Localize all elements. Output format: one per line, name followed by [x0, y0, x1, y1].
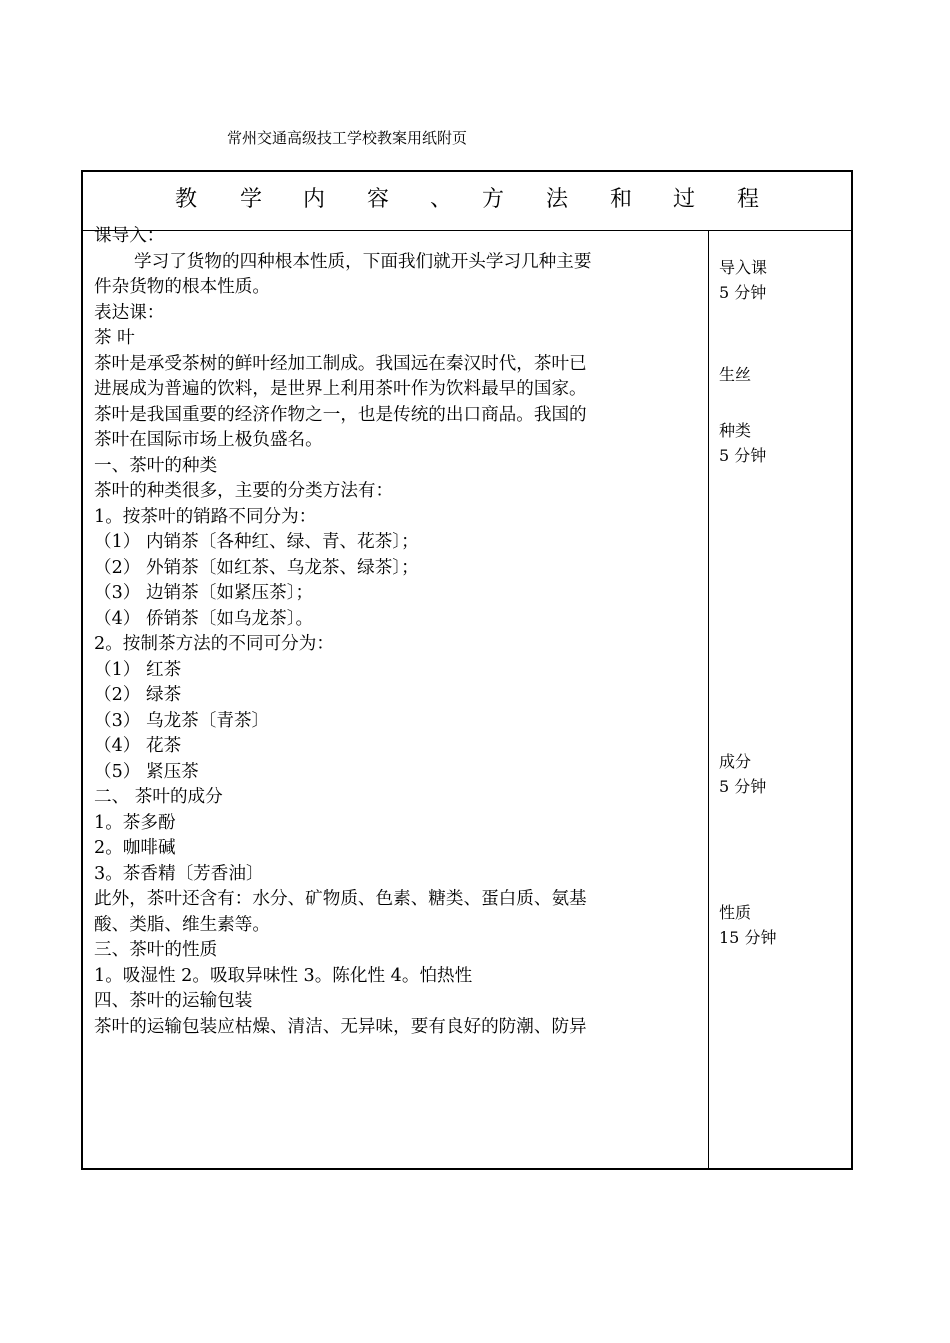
title-char: 程: [737, 187, 760, 212]
content-line: （1） 内销茶〔各种红、绿、青、花茶〕；: [94, 532, 419, 552]
title-char: 内: [303, 187, 326, 212]
content-line: 1。吸湿性 2。吸取异味性 3。陈化性 4。怕热性: [94, 965, 473, 986]
content-line: 茶叶的种类很多，主要的分类方法有：: [94, 481, 394, 501]
content-line: 件杂货物的根本性质。: [94, 277, 270, 297]
side-note-label: 导入课: [719, 258, 768, 277]
page-header-title: 常州交通高级技工学校教案用纸附页: [227, 129, 468, 147]
side-note-label: 性质: [719, 903, 752, 922]
content-line: （3） 边销茶〔如紧压茶〕；: [94, 583, 314, 603]
content-line: 茶叶是承受茶树的鲜叶经加工制成。我国远在秦汉时代，茶叶已: [94, 353, 587, 374]
side-note-label: 种类: [719, 421, 752, 440]
content-line: 茶叶在国际市场上极负盛名。: [94, 430, 323, 450]
content-line: 茶 叶: [94, 328, 135, 348]
content-line: 表达课：: [94, 302, 165, 323]
content-line: （4） 侨销茶〔如乌龙茶〕。: [94, 608, 314, 629]
title-char: 和: [610, 187, 633, 212]
side-note-components: [719, 749, 766, 799]
lesson-content: [94, 224, 706, 1040]
side-note-time: 5 分钟: [719, 283, 767, 302]
content-line: 三、茶叶的性质: [94, 940, 218, 960]
content-line: 一、茶叶的种类: [94, 455, 218, 476]
title-char: 容: [367, 187, 390, 212]
side-note-time: 15 分钟: [719, 928, 777, 947]
content-line: （2） 外销茶〔如红茶、乌龙茶、绿茶〕；: [94, 557, 419, 578]
content-line: 茶叶的运输包装应枯燥、清洁、无异味，要有良好的防潮、防异: [94, 1016, 587, 1037]
content-line: 1。按茶叶的销路不同分为：: [94, 506, 317, 527]
table-title-row: [83, 172, 851, 231]
content-line: 1。茶多酚: [94, 812, 176, 833]
column-divider: [708, 230, 709, 1168]
side-note-silk: [719, 362, 751, 387]
content-line: 此外，茶叶还含有：水分、矿物质、色素、糖类、蛋白质、氨基: [94, 889, 587, 909]
content-line: （5） 紧压茶: [94, 761, 199, 782]
title-char: 教: [175, 187, 198, 212]
content-line: 学习了货物的四种根本性质，下面我们就开头学习几种主要: [134, 251, 592, 272]
side-note-time: 5 分钟: [719, 446, 767, 465]
content-line: 酸、类脂、维生素等。: [94, 914, 270, 935]
content-line: （3） 乌龙茶〔青茶〕: [94, 710, 270, 731]
content-line: 四、茶叶的运输包装: [94, 991, 253, 1011]
title-char: 法: [546, 187, 569, 212]
side-note-time: 5 分钟: [719, 777, 767, 796]
content-line: 课导入：: [94, 226, 165, 246]
side-note-types: [719, 418, 766, 468]
lesson-plan-table: [81, 170, 853, 1170]
content-line: 二、 茶叶的成分: [94, 787, 223, 807]
content-line: （4） 花茶: [94, 736, 182, 756]
content-line: （1） 红茶: [94, 659, 182, 680]
content-line: 进展成为普遍的饮料，是世界上利用茶叶作为饮料最早的国家。: [94, 379, 587, 399]
side-note-label: 生丝: [719, 365, 752, 384]
side-note-label: 成分: [719, 752, 752, 771]
side-note-properties: [719, 900, 776, 950]
title-char: 、: [430, 187, 453, 212]
content-line: 2。咖啡碱: [94, 838, 176, 858]
content-line: 2。按制茶方法的不同可分为：: [94, 634, 334, 654]
content-line: 茶叶是我国重要的经济作物之一，也是传统的出口商品。我国的: [94, 404, 587, 425]
content-line: （2） 绿茶: [94, 685, 182, 705]
title-char: 学: [240, 187, 263, 212]
title-char: 方: [482, 187, 505, 212]
title-char: 过: [673, 187, 696, 212]
content-line: 3。茶香精〔芳香油〕: [94, 863, 264, 884]
side-note-intro: [719, 255, 767, 305]
